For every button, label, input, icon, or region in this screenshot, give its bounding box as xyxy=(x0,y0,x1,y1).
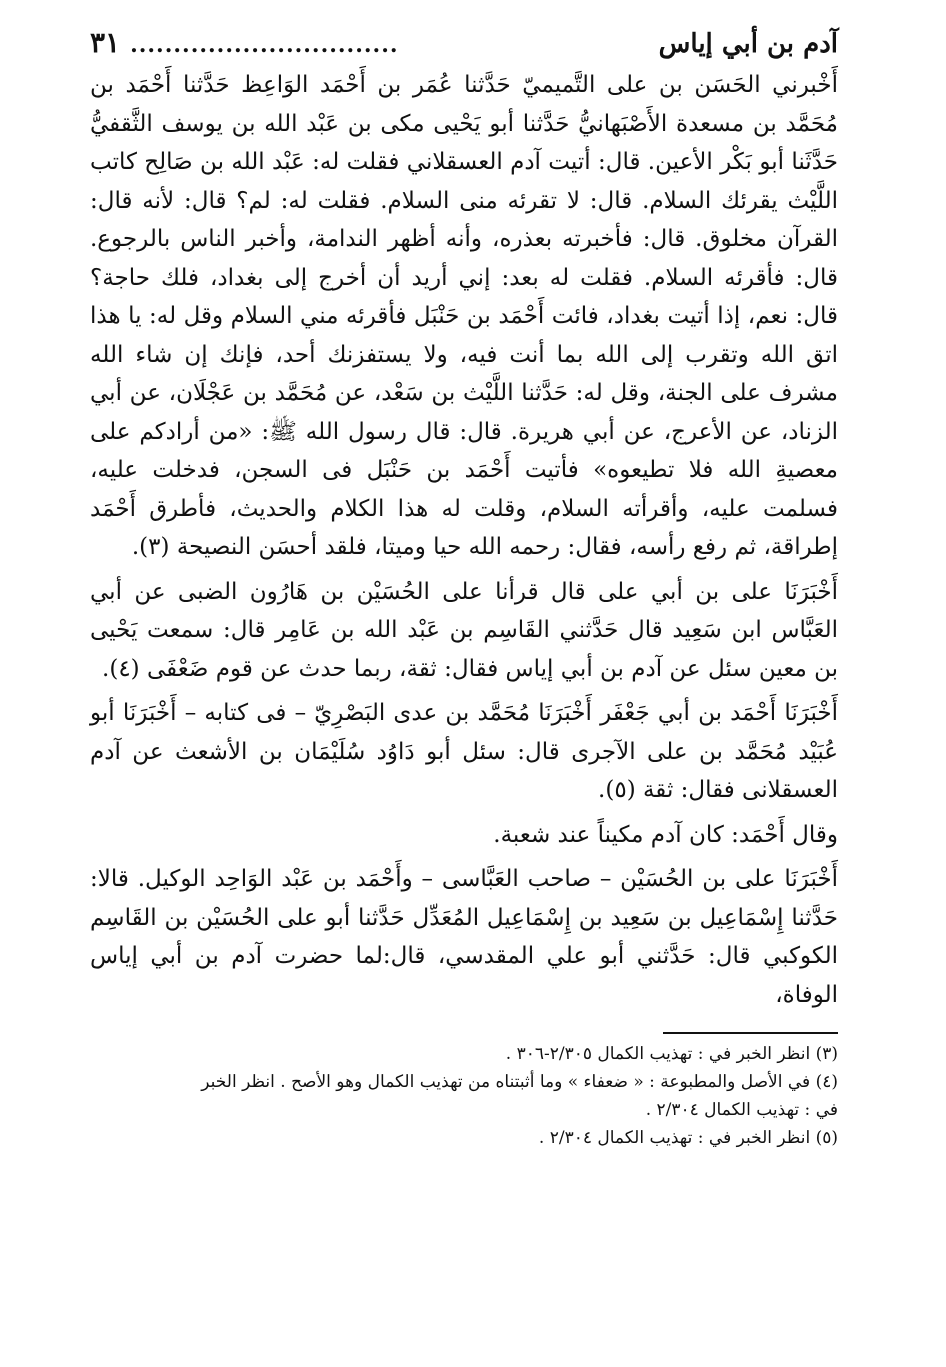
footnote-3: (٣) انظر الخبر في : تهذيب الكمال ٢/٣٠٥-٣٠٦ . xyxy=(505,1044,838,1064)
paragraph-5: أَخْبَرَنَا على بن الحُسَيْن – صاحب العَبَّاسى – وأَحْمَد بن عَبْد الوَاحِد الوكيل. قالا: حَدَّثنا إِسْمَاعِيل بن سَعِيد بن إِسْمَاعِيل المُعَدِّل حَدَّثنا أبو على الحُسَيْن بن القَاسِم الكوكبي قال: حَدَّثني أبو علي المقدسي، قال:لما حضرت آدم بن أبي إياس الوفاة، xyxy=(90,866,838,1008)
footnote-5: (٥) انظر الخبر في : تهذيب الكمال ٢/٣٠٤ . xyxy=(538,1128,838,1148)
main-text xyxy=(90,66,838,1014)
footnote-divider xyxy=(663,1032,838,1034)
running-header xyxy=(90,26,838,66)
running-title: آدم بن أبي إياس xyxy=(658,29,838,59)
book-page xyxy=(90,26,838,1346)
footnote-4-continued: في : تهذيب الكمال ٢/٣٠٤ . xyxy=(645,1100,838,1120)
page-number: ٣١ xyxy=(90,26,121,59)
leader-dots: ............................... xyxy=(130,32,399,58)
footnote-4: (٤) في الأصل والمطبوعة : « ضعفاء » وما أثبتناه من تهذيب الكمال وهو الأصح . انظر الخبر xyxy=(201,1072,838,1092)
footnotes xyxy=(90,1040,838,1152)
paragraph-2: أَخْبَرَنَا على بن أبي على قال قرأنا على الحُسَيْن بن هَارُون الضبى عن أبي العَبَّاس ابن سَعِيد قال حَدَّثني القَاسِم بن عَبْد الله بن عَامِر قال: سمعت يَحْيى بن معين سئل عن آدم بن أبي إياس فقال: ثقة، ربما حدث عن قوم ضَعْفَى (٤). xyxy=(90,578,838,682)
paragraph-4: وقال أَحْمَد: كان آدم مكيناً عند شعبة. xyxy=(493,821,838,848)
paragraph-1: أَخْبرني الحَسَن بن على التَّميميّ حَدَّثنا عُمَر بن أَحْمَد الوَاعِظ حَدَّثنا أَحْمَد بن مُحَمَّد بن مسعدة الأَصْبَهانيُّ حَدَّثنا أبو يَحْيى مكى بن عَبْد الله بن يوسف الثَّقفيُّ حَدَّثَنا أبو بَكْر الأعين. قال: أتيت آدم العسقلاني فقلت له: عَبْد الله بن صَالِح كاتب اللَّيْث يقرئك السلام. قال: لا تقرئه منى السلام. فقلت له: لم؟ قال: لأنه قال: القرآن مخلوق. قال: فأخبرته بعذره، وأنه أظهر الندامة، وأخبر الناس بالرجوع. قال: فأقرئه السلام. فقلت له بعد: إني أريد أن أخرج إلى بغداد، فلك حاجة؟ قال: نعم، إذا أتيت بغداد، فائت أَحْمَد بن حَنْبَل فأقرئه مني السلام وقل له: يا هذا اتق الله وتقرب إلى الله بما أنت فيه، ولا يستفزنك أحد، فإنك إن شاء الله مشرف على الجنة، وقل له: حَدَّثنا اللَّيْث بن سَعْد، عن مُحَمَّد بن عَجْلَان، عن أبي الزناد، عن الأعرج، عن أبي هريرة. قال: قال رسول الله ﷺ: «من أرادكم على معصيةِ الله فلا تطيعوه» فأتيت أَحْمَد بن حَنْبَل فى السجن، فدخلت عليه، فسلمت عليه، وأقرأته السلام، وقلت له هذا الكلام والحديث، فأطرق أَحْمَد إطراقة، ثم رفع رأسه، فقال: رحمه الله حيا وميتا، فلقد أحسَن النصيحة (٣). xyxy=(90,72,838,560)
paragraph-3: أَخْبَرَنَا أَحْمَد بن أبي جَعْفَر أَخْبَرَنَا مُحَمَّد بن عدى البَصْرِيّ – فى كتابه – أَخْبَرَنَا أبو عُبَيْد مُحَمَّد بن على الآجرى قال: سئل أبو دَاوُد سُلَيْمَان بن الأشعث عن آدم العسقلانى فقال: ثقة (٥). xyxy=(90,700,838,803)
